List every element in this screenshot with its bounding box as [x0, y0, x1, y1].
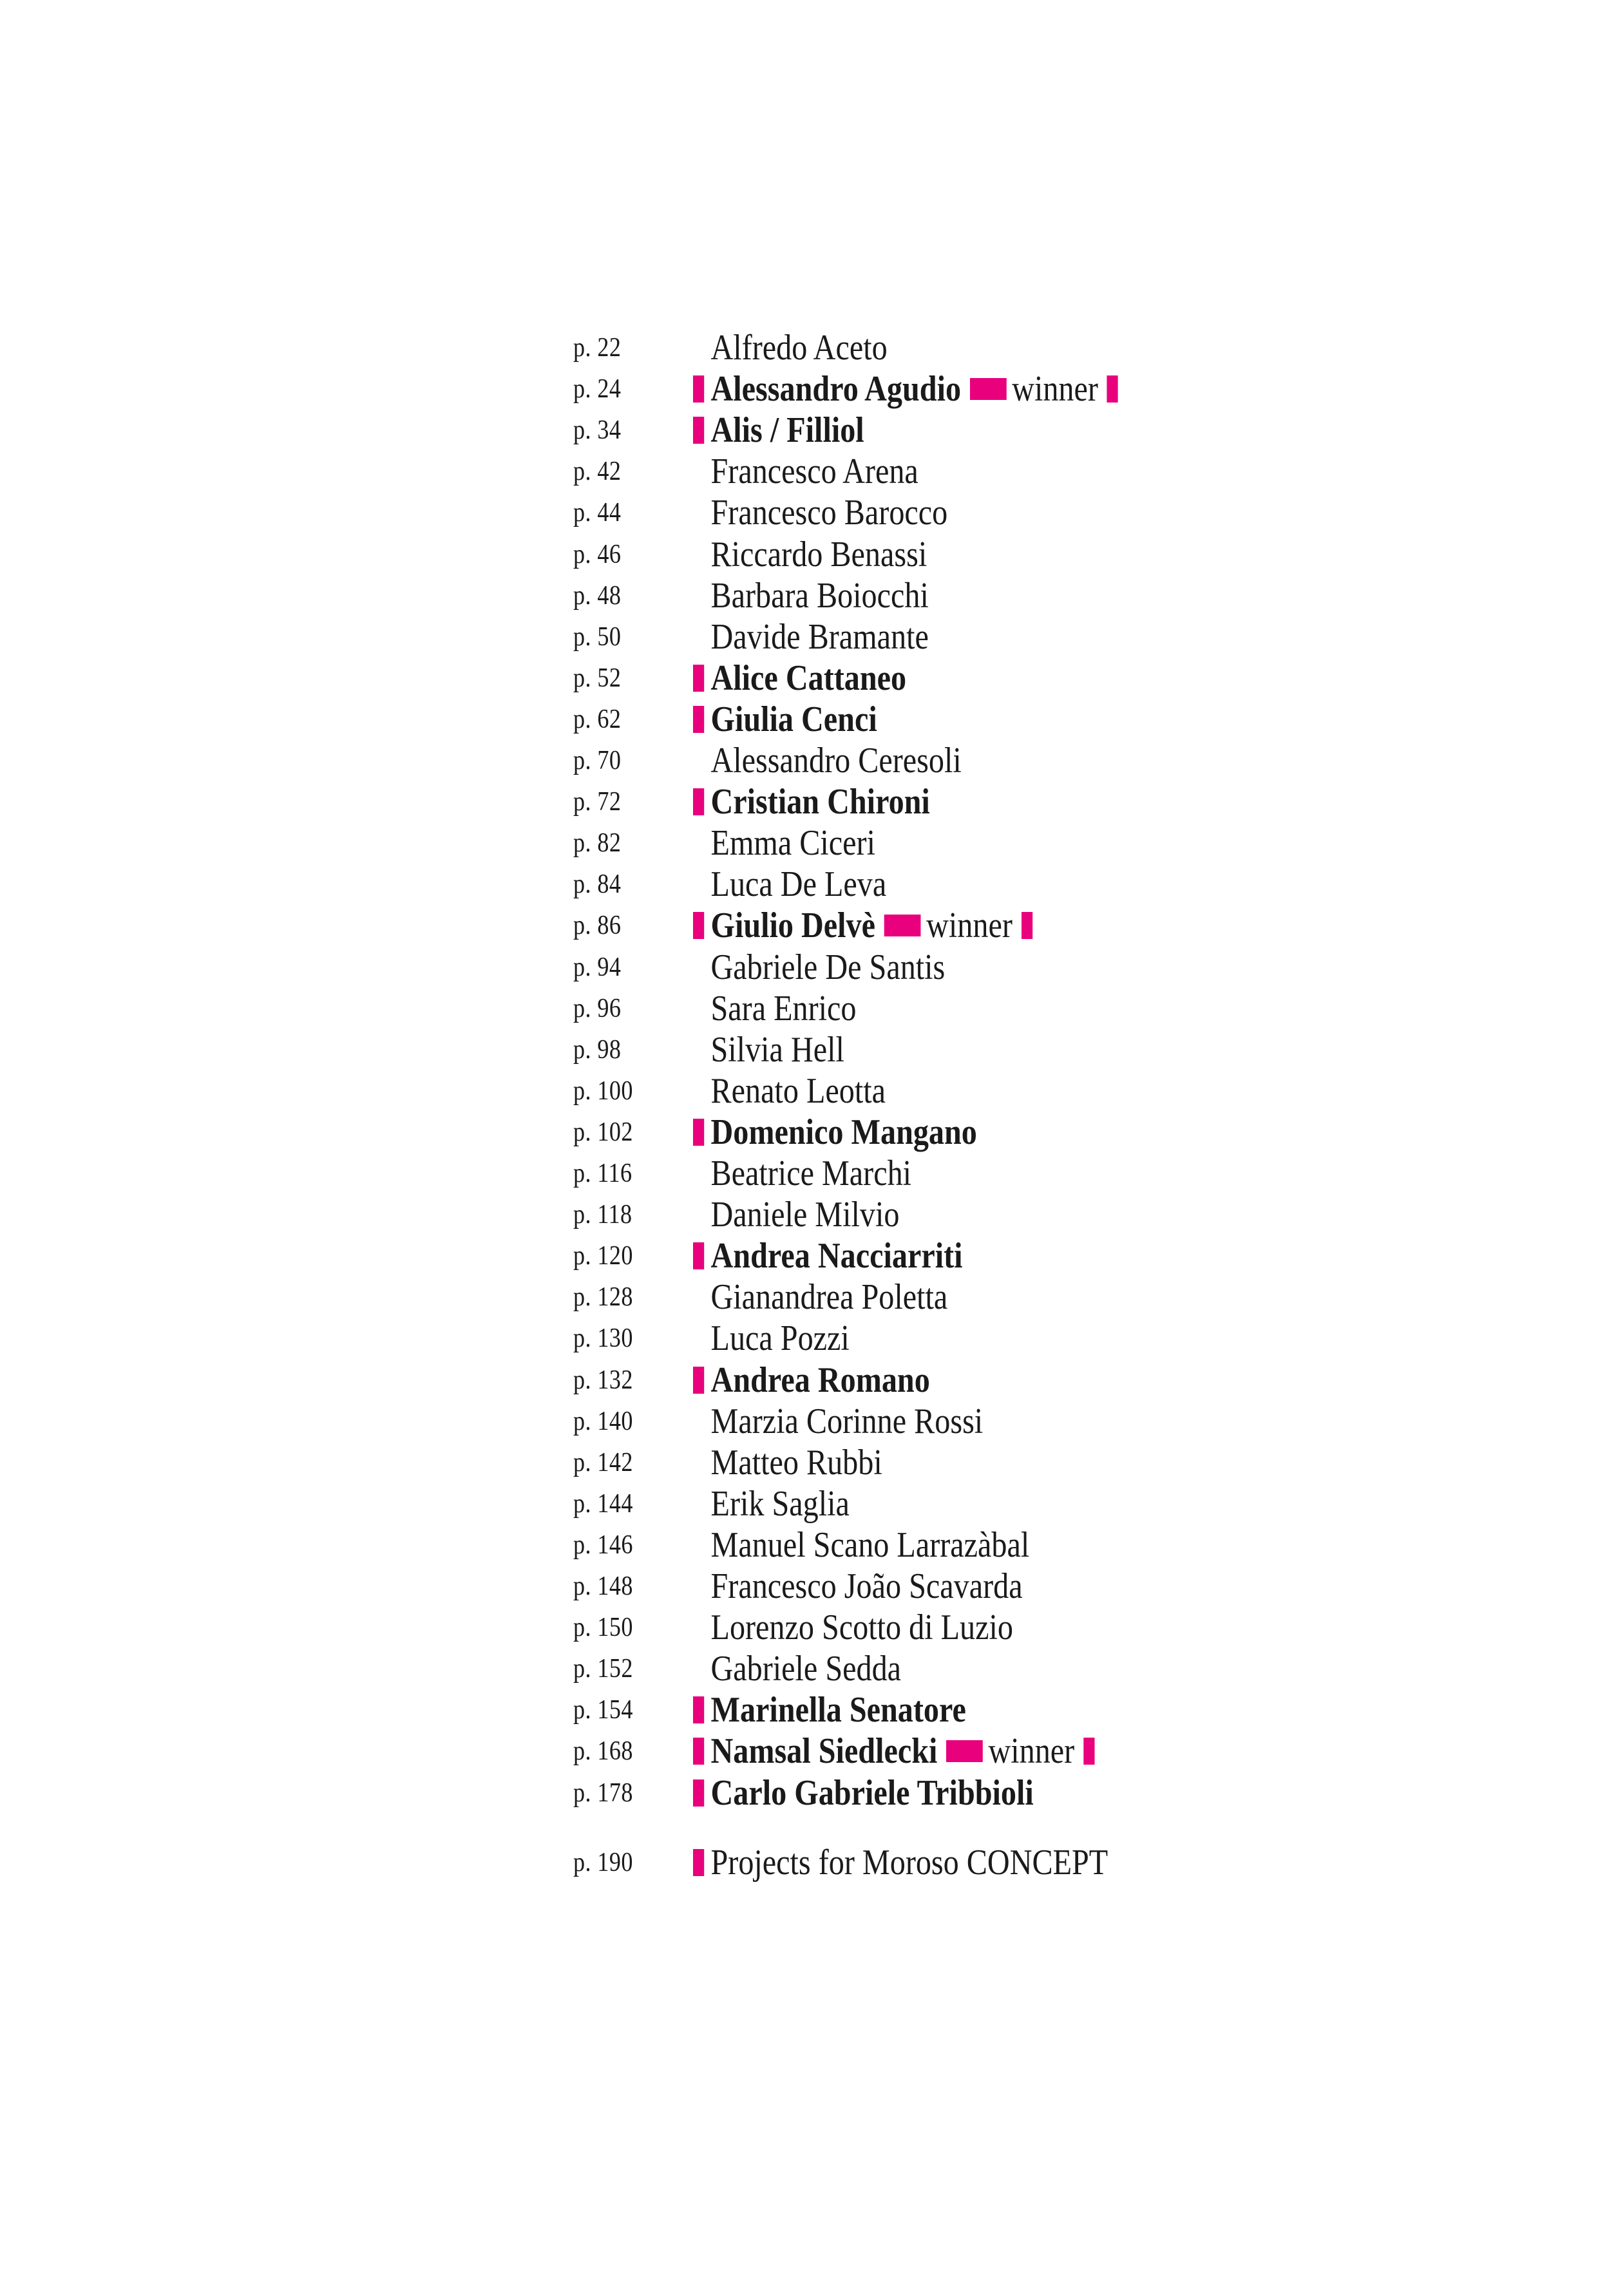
toc-row: [0, 1070, 1607, 1112]
page-number: p. 72: [573, 787, 622, 817]
highlight-marker: [693, 417, 704, 444]
entry-text: [693, 451, 918, 492]
page-number: p. 50: [573, 621, 622, 652]
toc-row: [0, 1607, 1607, 1648]
winner-block-marker: [946, 1740, 983, 1762]
toc-row: [0, 410, 1607, 451]
toc-row: [0, 658, 1607, 699]
page-number: p. 52: [573, 663, 622, 693]
artist-name: Andrea Nacciarriti: [710, 1236, 963, 1276]
page-number: p. 44: [573, 498, 622, 528]
entry-text: [693, 781, 930, 822]
toc-row: [0, 1112, 1607, 1153]
page-number: p. 178: [573, 1778, 633, 1808]
winner-label: winner: [988, 1731, 1075, 1772]
entry-text: [693, 1112, 977, 1153]
toc-row: [0, 947, 1607, 988]
page-number: p. 86: [573, 911, 622, 941]
entry-text: [693, 822, 875, 864]
toc-row: [0, 327, 1607, 368]
artist-name: Gabriele Sedda: [710, 1649, 902, 1689]
entry-text: [693, 1842, 1108, 1883]
toc-row: [0, 905, 1607, 946]
entry-text: [693, 740, 962, 781]
page-number: p. 118: [573, 1200, 632, 1230]
entry-text: [693, 575, 929, 616]
page-number: p. 84: [573, 869, 622, 900]
toc-row: [0, 575, 1607, 616]
page-number: p. 42: [573, 457, 622, 487]
entry-text: [693, 1607, 1013, 1648]
highlight-marker: [693, 1696, 704, 1723]
artist-name: Andrea Romano: [710, 1360, 930, 1400]
entry-text: [693, 699, 877, 740]
highlight-marker: [693, 788, 704, 815]
entry-text: [693, 1566, 1023, 1607]
entry-text: [693, 1360, 930, 1401]
page-number: p. 98: [573, 1034, 622, 1065]
toc-row: [0, 1483, 1607, 1524]
entry-text: [693, 616, 929, 658]
toc-row: [0, 1524, 1607, 1566]
page-number: p. 128: [573, 1282, 633, 1313]
entry-text: [693, 327, 888, 368]
artist-name: Luca Pozzi: [710, 1318, 850, 1359]
artist-name: Matteo Rubbi: [710, 1442, 882, 1483]
artist-name: Sara Enrico: [710, 988, 857, 1029]
toc-row: [0, 781, 1607, 822]
page-number: p. 34: [573, 415, 622, 446]
toc-row: [0, 451, 1607, 492]
artist-name: Erik Saglia: [710, 1483, 850, 1524]
artist-name: Riccardo Benassi: [710, 534, 927, 574]
highlight-marker: [693, 375, 704, 403]
artist-name: Gianandrea Poletta: [710, 1277, 948, 1318]
page-number: p. 140: [573, 1406, 633, 1436]
entry-text: [693, 1235, 962, 1276]
page-number: p. 82: [573, 828, 622, 859]
toc-row: [0, 1029, 1607, 1070]
page-number: p. 24: [573, 374, 622, 404]
entry-title: Projects for Moroso CONCEPT: [710, 1843, 1108, 1883]
page-number: p. 144: [573, 1488, 633, 1519]
winner-label: winner: [926, 906, 1013, 946]
entry-text: [693, 658, 906, 699]
toc-row: [0, 492, 1607, 533]
page-number: p. 154: [573, 1695, 633, 1725]
entry-text: [693, 1401, 983, 1442]
entry-text: [693, 1194, 899, 1235]
entry-text: [693, 368, 1118, 410]
artist-name: Giulio Delvè: [710, 906, 876, 946]
entry-text: [693, 1483, 850, 1524]
page-number: p. 46: [573, 539, 622, 569]
page-number: p. 168: [573, 1736, 633, 1767]
highlight-marker: [693, 1849, 704, 1876]
entry-text: [693, 1648, 901, 1689]
artist-name: Emma Ciceri: [710, 823, 875, 864]
artist-name: Francesco Barocco: [710, 493, 948, 533]
artist-name: Marzia Corinne Rossi: [710, 1401, 984, 1441]
artist-name: Domenico Mangano: [710, 1112, 977, 1152]
entry-text: [693, 1731, 1094, 1772]
page-number: p. 96: [573, 993, 622, 1023]
highlight-marker: [693, 1119, 704, 1146]
entry-text: [693, 905, 1032, 946]
artist-name: Francesco João Scavarda: [710, 1566, 1023, 1606]
entry-text: [693, 1524, 1029, 1566]
toc-row: [0, 822, 1607, 864]
toc-row: [0, 1442, 1607, 1483]
page-number: p. 190: [573, 1848, 633, 1877]
entry-text: [693, 492, 947, 533]
page-number: p. 146: [573, 1530, 633, 1560]
toc-row: [0, 1648, 1607, 1689]
toc-row: [0, 616, 1607, 658]
artist-name: Marinella Senatore: [710, 1690, 966, 1731]
highlight-marker: [693, 1242, 704, 1269]
toc-row: [0, 1276, 1607, 1318]
entry-text: [693, 1276, 947, 1318]
page-number: p. 150: [573, 1613, 633, 1643]
entry-text: [693, 1689, 966, 1731]
toc-row: [0, 1401, 1607, 1442]
entry-text: [693, 1772, 1034, 1814]
artist-name: Carlo Gabriele Tribbioli: [710, 1772, 1034, 1813]
page-number: p. 100: [573, 1076, 633, 1106]
page-number: p. 142: [573, 1447, 633, 1477]
page-number: p. 130: [573, 1324, 633, 1354]
page-number: p. 62: [573, 704, 622, 734]
entry-text: [693, 1070, 886, 1112]
entry-text: [693, 534, 927, 575]
artist-name: Alessandro Agudio: [710, 369, 962, 410]
highlight-marker: [693, 665, 704, 692]
winner-block-marker: [970, 378, 1007, 400]
highlight-marker: [693, 912, 704, 939]
entry-text: [693, 1153, 911, 1194]
toc-row: [0, 1360, 1607, 1401]
artist-name: Namsal Siedlecki: [710, 1731, 938, 1772]
page-number: p. 132: [573, 1365, 633, 1395]
artist-name: Giulia Cenci: [710, 699, 877, 739]
toc-row: [0, 1318, 1607, 1359]
artist-name: Francesco Arena: [710, 451, 918, 492]
page-number: p. 70: [573, 746, 622, 775]
artist-name: Beatrice Marchi: [710, 1153, 912, 1193]
entry-text: [693, 947, 945, 988]
winner-label: winner: [1012, 369, 1098, 410]
artist-name: Renato Leotta: [710, 1070, 886, 1111]
highlight-marker: [693, 1779, 704, 1807]
winner-end-marker: [1083, 1738, 1094, 1765]
page-number: p. 48: [573, 580, 622, 611]
toc-row: [0, 534, 1607, 575]
highlight-marker: [693, 706, 704, 733]
entry-text: [693, 410, 864, 451]
page-number: p. 22: [573, 333, 622, 363]
highlight-marker: [693, 1738, 704, 1765]
winner-end-marker: [1022, 912, 1032, 939]
artist-name: Barbara Boiocchi: [710, 575, 929, 616]
entry-text: [693, 864, 886, 905]
entry-text: [693, 1442, 882, 1483]
toc-row: [0, 1566, 1607, 1607]
artist-name: Manuel Scano Larrazàbal: [710, 1524, 1030, 1565]
toc-row: [0, 864, 1607, 905]
artist-name: Alessandro Ceresoli: [710, 741, 962, 781]
toc-row: [0, 1689, 1607, 1731]
artist-name: Davide Bramante: [710, 616, 929, 657]
page-number: p. 116: [573, 1159, 632, 1188]
page-number: p. 152: [573, 1654, 633, 1684]
page-number: p. 148: [573, 1571, 633, 1601]
winner-end-marker: [1107, 375, 1118, 403]
toc-row: [0, 699, 1607, 740]
artist-name: Lorenzo Scotto di Luzio: [710, 1608, 1013, 1648]
entry-text: [693, 988, 857, 1029]
toc-row: [0, 1194, 1607, 1235]
toc-row: [0, 1153, 1607, 1194]
artist-name: Daniele Milvio: [710, 1195, 900, 1235]
toc-row: [0, 988, 1607, 1029]
artist-name: Alice Cattaneo: [710, 658, 907, 698]
toc-row: [0, 740, 1607, 781]
toc-row: [0, 1772, 1607, 1814]
highlight-marker: [693, 1367, 704, 1394]
toc-row: [0, 1235, 1607, 1276]
entry-text: [693, 1318, 850, 1359]
page-number: p. 94: [573, 952, 622, 982]
toc-row: [0, 368, 1607, 410]
page-number: p. 120: [573, 1241, 633, 1271]
toc-row: [0, 1731, 1607, 1772]
artist-name: Alfredo Aceto: [710, 328, 888, 368]
page-number: p. 102: [573, 1117, 633, 1147]
artist-name: Alis / Filliol: [710, 410, 864, 451]
entry-text: [693, 1029, 844, 1070]
artist-name: Luca De Leva: [710, 864, 887, 905]
artist-name: Gabriele De Santis: [710, 947, 946, 987]
toc-footer-entry: [0, 1842, 1607, 1883]
winner-block-marker: [884, 915, 921, 936]
artist-name: Cristian Chironi: [710, 782, 930, 822]
artist-name: Silvia Hell: [710, 1029, 844, 1070]
